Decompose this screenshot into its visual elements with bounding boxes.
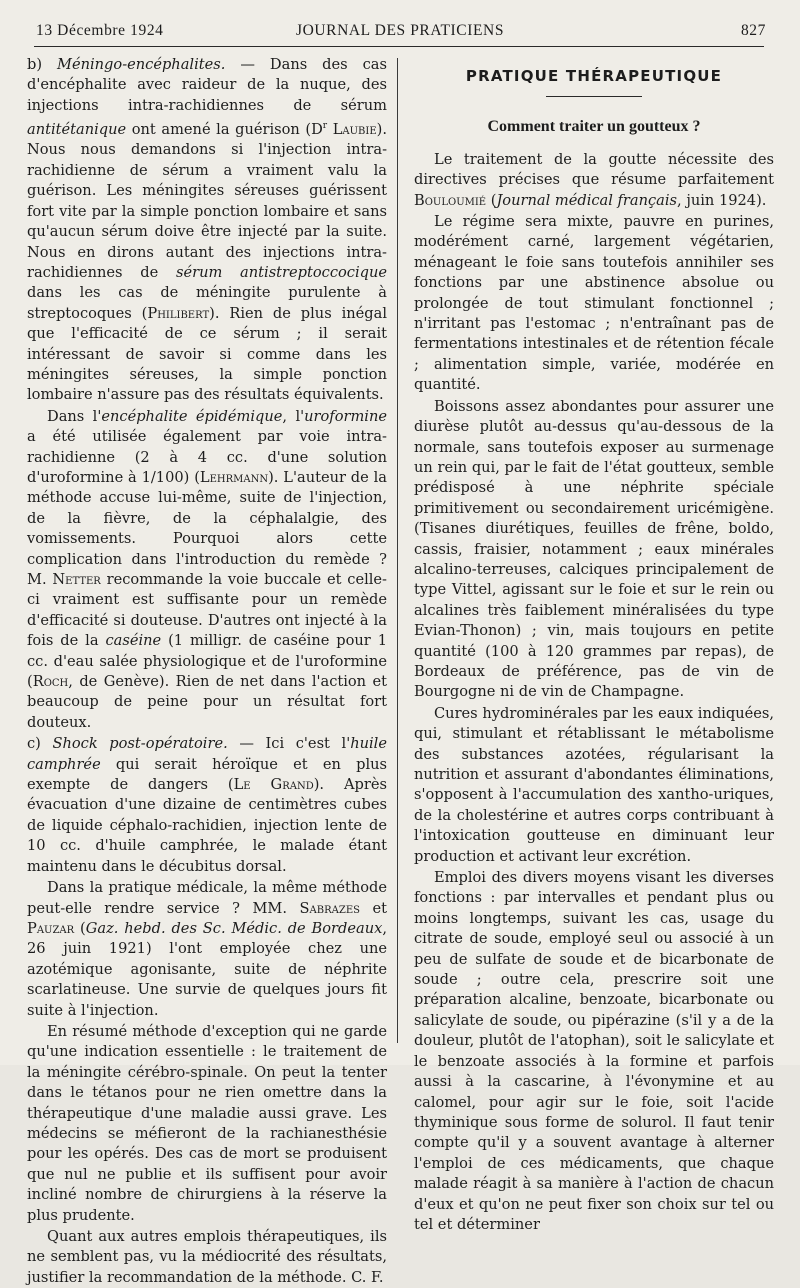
text-run: qui serait héroïque et en plus exempte de dangers ( <box>27 755 387 794</box>
author-name: Bouloumié <box>414 191 487 209</box>
paragraph <box>27 878 387 1021</box>
italic-text: sérum antistreptoccocique <box>175 263 387 281</box>
text-run: ( <box>74 919 86 937</box>
text-run: Quant aux autres emplois thérapeutiques, ils ne semblent pas, vu la médiocrité des résultats, justifier la recommandation de la méthode. C. F. <box>27 1228 387 1286</box>
author-name: Philibert <box>147 304 210 322</box>
paragraph <box>414 704 774 867</box>
text-run: c) <box>27 735 53 753</box>
left-column <box>27 55 387 1288</box>
text-run: r <box>322 121 328 132</box>
italic-text: huile camphrée <box>27 735 387 773</box>
text-run: et <box>359 899 387 917</box>
text-run: Le régime sera mixte, pauvre en purines, modérément carné, largement végétarien, ménageant le foie sans toutefois annihiler ses fonctions par une abstinence absolue ou prolongée de tout stimulant fonctionnel ; n'irritant pas l'estomac ; n'entraînant pas de fermentations intestinales et de rétention fécale ; alimentation simple, variée, modérée en quantité. <box>414 213 774 394</box>
italic-text: antitétanique <box>27 121 127 139</box>
text-run: b) <box>27 56 58 73</box>
right-column <box>414 66 774 1235</box>
author-name: Netter <box>52 571 101 589</box>
text-run: — Dans des cas d'encéphalite avec raideur de la nuque, des injections intra-rachidiennes de sérum <box>27 56 387 114</box>
paragraph <box>27 1022 387 1226</box>
text-run: Le traitement de la goutte nécessite des directives précises que résume parfaitement <box>414 150 774 189</box>
paragraph <box>414 150 774 211</box>
italic-text: Journal médical français <box>496 191 678 209</box>
text-run: , 26 juin 1921) l'ont employée chez une azotémique agonisante, suite de néphrite scarlatineuse. Une survie de quelques jours fit suite à l'injection. <box>27 919 387 1019</box>
author-name: Le Grand <box>233 776 314 794</box>
paragraph <box>414 212 774 396</box>
author-name: Pauzar <box>27 919 75 937</box>
text-run: , juin 1924). <box>677 191 767 209</box>
text-run: ). Rien de plus inégal que l'efficacité de ce sérum ; il serait intéressant de savoir si comme dans les méningites séreuses, la simple ponction lombaire n'assure pas des résultats équivalents. <box>27 304 387 404</box>
page-header <box>0 22 800 44</box>
text-run: , de Genève). Rien de net dans l'action et beaucoup de peine pour un résultat fort douteux. <box>27 673 387 731</box>
author-name: Sabrazes <box>299 899 360 917</box>
text-run: Dans la pratique médicale, la même méthode peut-elle rendre service ? MM. <box>27 879 387 917</box>
text-run: — Ici c'est l' <box>227 735 351 753</box>
text-run: (1 milligr. de caséine pour 1 cc. d'eau salée physiologique et de l'uroformine ( <box>27 632 387 691</box>
header-rule <box>34 46 764 47</box>
paragraph <box>414 868 774 1235</box>
article-title: Comment traiter un goutteux ? <box>487 118 701 136</box>
text-run: ont amené la guérison (D <box>126 121 323 139</box>
text-run: ). Après évacuation d'une dizaine de centimètres cubes de liquide céphalo-rachidien, injection lente de 10 cc. d'huile camphrée, le malade étant maintenu dans le décubitus dorsal. <box>27 776 387 875</box>
italic-text: Shock post-opératoire. <box>52 735 228 753</box>
text-run: ). Nous nous demandons si l'injection intra-rachidienne de sérum a vraiment valu la guérison. Les méningites séreuses guérissent fort vite par la simple ponction lombaire et sans qu'aucun sérum doive être injecté par la suite. Nous en dirons autant des injections intra-rachidiennes de <box>27 121 387 281</box>
paragraph <box>27 734 387 877</box>
header-date: 13 Décembre 1924 <box>36 22 164 39</box>
text-run: Dans l' <box>47 407 102 425</box>
column-divider <box>397 58 398 1043</box>
text-run: Cures hydrominérales par les eaux indiquées, qui, stimulant et rétablissant le métabolisme des substances azotées, régularisant la nutrition et assurant d'abondantes éliminations, s'opposent à l'accumulation des xantho-uriques, de la cholestérine et autres corps contribuant à l'intoxication goutteuse en diminuant leur production et activant leur excrétion. <box>414 704 774 865</box>
text-run: recommande la voie buccale et celle-ci vraiment est suffisante pour un remède d'efficacité si douteuse. D'autres ont injecté à la fois de la <box>27 571 387 650</box>
text-run: ( <box>486 191 497 209</box>
author-name: Roch <box>32 673 69 691</box>
section-title: PRATIQUE THÉRAPEUTIQUE <box>465 67 723 85</box>
italic-text: Méningo-encéphalites. <box>57 56 226 73</box>
header-journal-title: JOURNAL DES PRATICIENS <box>295 22 505 39</box>
section-rule <box>546 96 642 97</box>
text-run: dans les cas de méningite purulente à streptocoques ( <box>27 284 387 322</box>
italic-text: Gaz. hebd. des Sc. Médic. de Bordeaux <box>85 919 383 937</box>
italic-text: encéphalite épidémique <box>101 407 283 425</box>
paragraph <box>27 1227 387 1288</box>
italic-text: caséine <box>105 632 162 650</box>
text-run: ). L'auteur de la méthode accuse lui-même, suite de l'injection, de la fièvre, de la céphalalgie, des vomissements. Pourquoi alors cette complication dans l'introduction du remède ? M. <box>27 468 387 589</box>
italic-text: uroformine <box>304 407 387 425</box>
author-name: Laubie <box>332 121 377 139</box>
text-run: En résumé méthode d'exception qui ne garde qu'une indication essentielle : le traitement de la méningite cérébro-spinale. On peut la tenter dans le tétanos pour ne rien omettre dans la thérapeutique d'une maladie aussi grave. Les médecins se méfieront de la rachianesthésie pour les opérés. Des cas de mort se produisent que nul ne publie et ils suffisent pour avoir incliné nombre de chirurgiens à la réserve la plus prudente. <box>27 1022 387 1224</box>
text-run: a été utilisée également par voie intra-rachidienne (2 à 4 cc. d'une solution d'uroformine à 1/100) ( <box>27 428 387 486</box>
text-run: , l' <box>282 407 305 425</box>
text-run: Emploi des divers moyens visant les diverses fonctions : par intervalles et pendant plus ou moins longtemps, suivant les cas, usage du citrate de soude, employé seul ou associé à un peu de sulfate de soude et de bicarbonate de soude ; outre cela, prescrire soit une préparation alcaline, benzoate, bicarbonate ou salicylate de soude, ou pipérazine (s'il y a de la douleur, plutôt de l'atophan), soit le salicylate et le benzoate associés à la formine et parfois aussi à la cascarine, à l'évonymine et au calomel, pour agir sur le foie, soit l'acide thyminique sous forme de solurol. Il faut tenir compte qu'il y a souvent avantage à alterner l'emploi de ces médicaments, que chaque malade réagit à sa manière à l'action de chacun d'eux et qu'on ne peut fixer son choix sur tel ou tel et déterminer <box>414 869 774 1233</box>
text-run: Boissons assez abondantes pour assurer une diurèse plutôt au-dessus qu'au-dessous de la normale, sans toutefois exposer au surmenage un rein qui, par le fait de l'état goutteux, semble prédisposé à une néphrite spéciale primitivement ou secondairement uricémigène. (Tisanes diurétiques, feuilles de frêne, boldo, cassis, fraisier, notamment ; eaux minérales alcalino-terreuses, calciques principalement de type Vittel, agissant sur le foie et sur le rein ou alcalines très faiblement minéralisées du type Evian-Thonon) ; vin, mais toujours en petite quantité (100 à 120 grammes par repas), de Bordeaux de préférence, pas de vin de Bourgogne ni de vin de Champagne. <box>414 397 774 701</box>
article-body <box>414 150 774 1236</box>
paragraph <box>414 397 774 703</box>
paragraph <box>27 55 387 406</box>
header-page-number: 827 <box>740 22 766 39</box>
author-name: Lehrmann <box>199 468 269 486</box>
paragraph <box>27 407 387 734</box>
